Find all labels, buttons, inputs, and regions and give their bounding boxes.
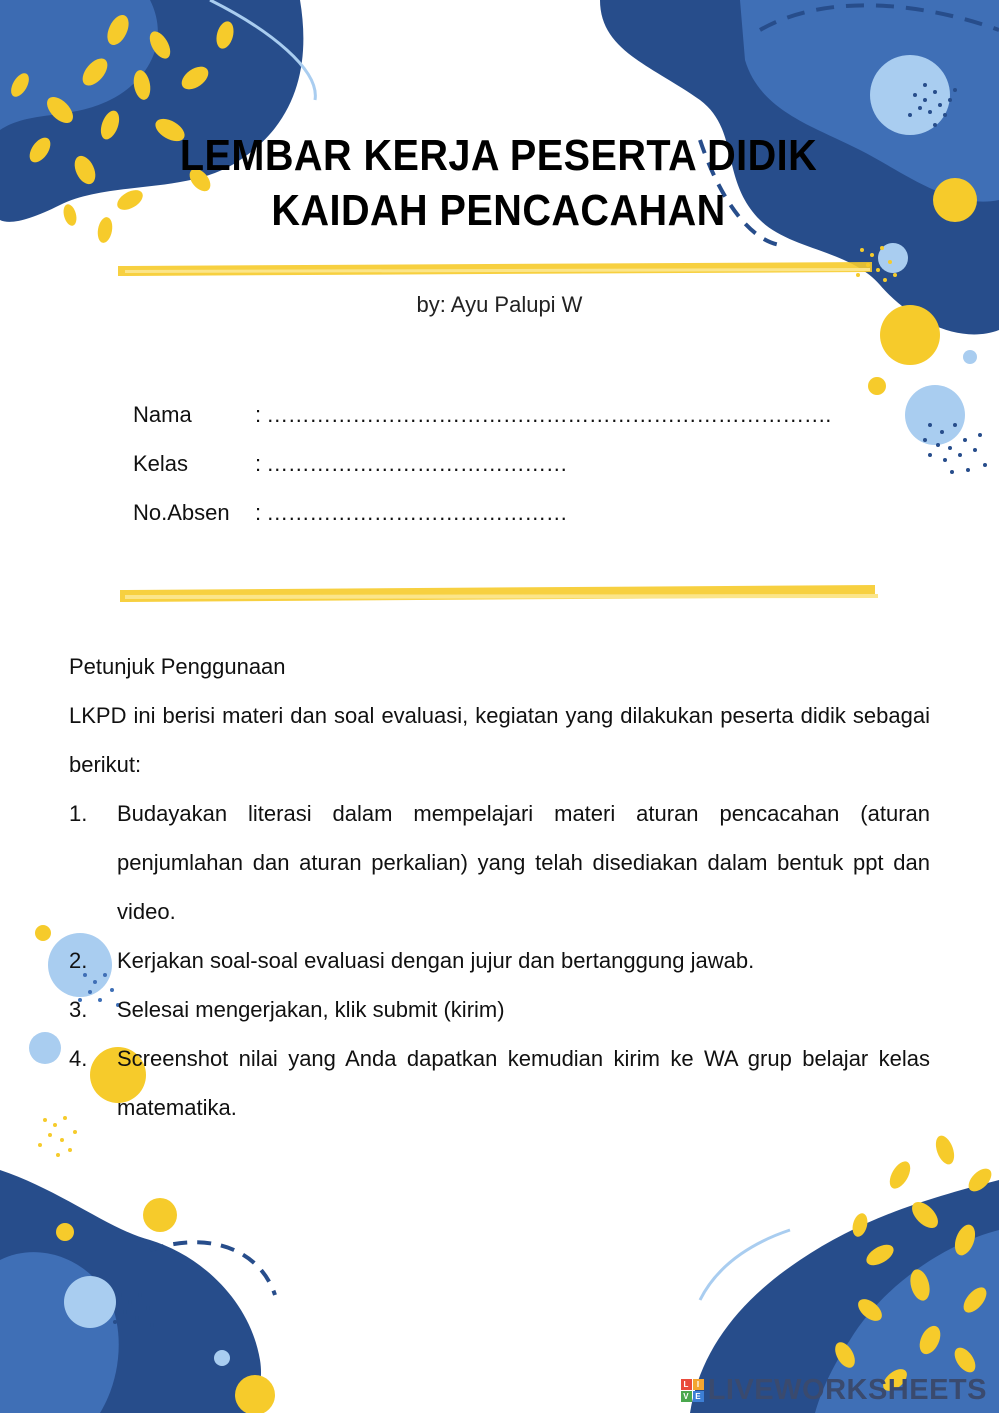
list-text: Budayakan literasi dalam mempelajari materi aturan pencacahan (aturan penjumlahan dan aturan perkalian) yang telah disediakan dalam bentuk ppt dan video.	[117, 801, 930, 924]
bottom-right-blob-decoration	[690, 1133, 999, 1413]
form-label: Nama	[133, 401, 192, 427]
logo-tile: E	[693, 1391, 704, 1402]
list-number: 4.	[69, 1046, 88, 1071]
list-item	[69, 1034, 930, 1132]
list-number: 1.	[69, 801, 88, 826]
logo-tile: I	[693, 1379, 704, 1390]
list-number: 2.	[69, 948, 88, 973]
list-item	[69, 936, 930, 985]
brand-name: LIVEWORKSHEETS	[707, 1374, 987, 1406]
list-text: Screenshot nilai yang Anda dapatkan kemudian kirim ke WA grup belajar kelas matematika.	[117, 1046, 930, 1120]
form-row-kelas	[133, 439, 831, 488]
instructions-section	[69, 642, 930, 1132]
instructions-heading: Petunjuk Penggunaan	[69, 654, 286, 679]
student-info-form	[133, 390, 831, 537]
name-field[interactable]: : …………………………………………………………………….	[255, 401, 831, 427]
logo-tile: L	[681, 1379, 692, 1390]
liveworksheets-watermark	[681, 1374, 987, 1407]
class-field[interactable]: : ……………………………………	[255, 450, 568, 476]
document-title	[49, 128, 948, 238]
instructions-intro: LKPD ini berisi materi dan soal evaluasi, kegiatan yang dilakukan peserta didik sebagai berikut:	[69, 703, 930, 777]
list-item	[69, 789, 930, 936]
list-text: Selesai mengerjakan, klik submit (kirim)	[117, 997, 505, 1022]
logo-tile: V	[681, 1391, 692, 1402]
list-item	[69, 985, 930, 1034]
title-line-1: LEMBAR KERJA PESERTA DIDIK	[179, 131, 818, 180]
instructions-list	[69, 789, 930, 1132]
title-line-2: KAIDAH PENCACAHAN	[271, 186, 726, 235]
bottom-left-blob-decoration	[0, 1170, 275, 1413]
form-row-nama	[133, 390, 831, 439]
attendance-number-field[interactable]: : ……………………………………	[255, 499, 568, 525]
author-byline: by: Ayu Palupi W	[416, 292, 583, 317]
title-brush-stroke	[118, 262, 872, 276]
form-brush-stroke	[120, 585, 878, 602]
form-label: No.Absen	[133, 499, 230, 525]
form-label: Kelas	[133, 450, 189, 476]
liveworksheets-logo-icon	[681, 1379, 704, 1402]
list-number: 3.	[69, 997, 88, 1022]
form-row-absen	[133, 488, 831, 537]
list-text: Kerjakan soal-soal evaluasi dengan jujur dan bertanggung jawab.	[117, 948, 755, 973]
